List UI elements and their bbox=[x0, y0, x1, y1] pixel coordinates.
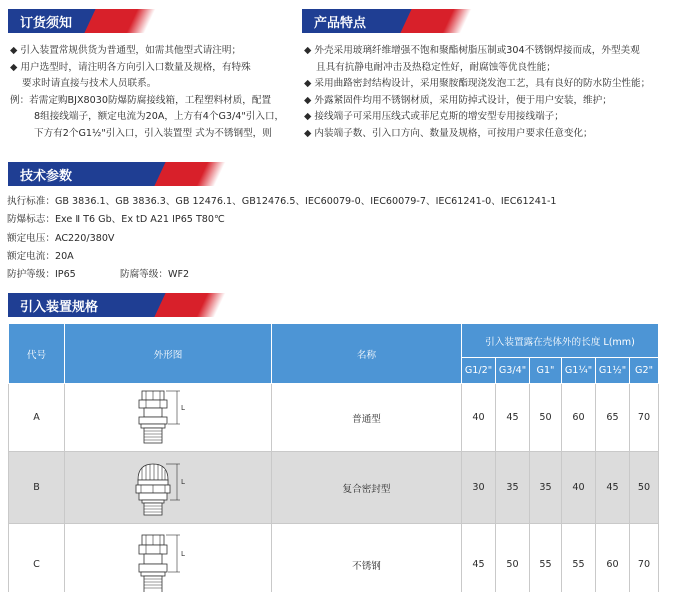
table-row bbox=[9, 452, 659, 524]
order-notes bbox=[10, 43, 300, 142]
row-value: 70 bbox=[630, 524, 659, 592]
row-value: 30 bbox=[462, 452, 496, 524]
header-shape: 外形图 bbox=[65, 324, 272, 384]
order-notes-title: 订货须知 bbox=[8, 9, 98, 33]
row-code: B bbox=[9, 452, 65, 524]
compound-seal-gland-drawing bbox=[128, 458, 208, 518]
row-value: 40 bbox=[562, 452, 596, 524]
row-code: A bbox=[9, 384, 65, 452]
order-note-line: ◆ 引入装置常规供货为普通型，如需其他型式请注明； bbox=[10, 45, 242, 56]
header-accent bbox=[84, 9, 155, 33]
header-size: G3/4" bbox=[496, 358, 530, 384]
order-note-line: 下方有2个G1½"引入口，引入装置型 式为不锈钢型，则 bbox=[34, 127, 272, 139]
row-value: 65 bbox=[596, 384, 630, 452]
features-list bbox=[304, 43, 682, 142]
feature-line: ◆ 外壳采用玻璃纤维增强不饱和聚酯树脂压制或304不锈钢焊接而成，外型美观 bbox=[304, 45, 640, 56]
row-value: 40 bbox=[462, 384, 496, 452]
header-size: G1" bbox=[530, 358, 562, 384]
header-name: 名称 bbox=[272, 324, 462, 384]
header-code: 代号 bbox=[9, 324, 65, 384]
row-value: 45 bbox=[462, 524, 496, 592]
features-title: 产品特点 bbox=[302, 9, 414, 33]
shape-drawing-cell bbox=[65, 524, 272, 592]
standard-line: 执行标准：GB 3836.1、GB 3836.3、GB 12476.1、GB12476.5、IEC60079-0、IEC60079-7、IEC61241-0、IEC61241-1 bbox=[7, 196, 557, 207]
header-size: G1¼" bbox=[562, 358, 596, 384]
row-value: 50 bbox=[496, 524, 530, 592]
shape-drawing-cell bbox=[65, 384, 272, 452]
row-value: 35 bbox=[496, 452, 530, 524]
row-value: 55 bbox=[530, 524, 562, 592]
order-note-line: 8组接线端子，额定电流为20A，上方有4个G3/4"引入口， bbox=[34, 111, 285, 122]
grade-line bbox=[7, 266, 557, 284]
header-length: 引入装置露在壳体外的长度 L(mm) bbox=[462, 324, 659, 358]
header-size: G2" bbox=[630, 358, 659, 384]
tech-params bbox=[7, 193, 557, 284]
row-code: C bbox=[9, 524, 65, 592]
row-value: 50 bbox=[630, 452, 659, 524]
feature-line: ◆ 采用曲路密封结构设计，采用聚胺酯现浇发泡工艺，具有良好的防水防尘性能； bbox=[304, 78, 651, 89]
row-value: 70 bbox=[630, 384, 659, 452]
order-note-line: 例：若需定购BJX8030防爆防腐接线箱，工程塑料材质，配置 bbox=[10, 94, 272, 106]
row-value: 45 bbox=[496, 384, 530, 452]
table-row bbox=[9, 524, 659, 592]
spec-header bbox=[8, 293, 220, 317]
corrosion-grade: 防腐等级：WF2 bbox=[120, 269, 190, 281]
row-value: 60 bbox=[562, 384, 596, 452]
row-value: 60 bbox=[596, 524, 630, 592]
voltage-line: 额定电压：AC220/380V bbox=[7, 232, 115, 244]
row-value: 50 bbox=[530, 384, 562, 452]
row-value: 35 bbox=[530, 452, 562, 524]
feature-line: ◆ 接线端子可采用压线式或菲尼克斯的增安型专用接线端子； bbox=[304, 111, 564, 122]
dimension-label: L bbox=[181, 477, 185, 486]
shape-drawing-cell bbox=[65, 452, 272, 524]
header-accent bbox=[154, 293, 225, 317]
row-name: 不锈钢 bbox=[272, 524, 462, 592]
spec-title: 引入装置规格 bbox=[8, 293, 168, 317]
feature-line: ◆ 外露紧固件均用不锈钢材质，采用防掉式设计，便于用户安装，维护； bbox=[304, 94, 612, 106]
table-row bbox=[9, 384, 659, 452]
ex-mark-line: 防爆标志：Exe Ⅱ T6 Gb、Ex tD A21 IP65 T80℃ bbox=[7, 214, 225, 226]
header-accent bbox=[400, 9, 471, 33]
row-value: 45 bbox=[596, 452, 630, 524]
current-line: 额定电流：20A bbox=[7, 250, 74, 262]
tech-params-title: 技术参数 bbox=[8, 162, 168, 186]
stainless-gland-drawing bbox=[128, 532, 208, 592]
feature-line: 且具有抗静电耐冲击及热稳定性好，耐腐蚀等优良性能； bbox=[316, 61, 556, 73]
order-note-line: ◆ 用户选型时，请注明各方向引入口数量及规格，有特殊 bbox=[10, 61, 251, 73]
header-size: G1½" bbox=[596, 358, 630, 384]
row-name: 普通型 bbox=[272, 384, 462, 452]
features-header bbox=[302, 9, 466, 33]
header-accent bbox=[154, 162, 225, 186]
dimension-label: L bbox=[181, 403, 185, 412]
standard-gland-drawing bbox=[128, 388, 208, 448]
feature-line: ◆ 内装端子数、引入口方向、数量及规格，可按用户要求任意变化； bbox=[304, 127, 593, 139]
order-note-line: 要求时请直接与技术人员联系。 bbox=[22, 78, 157, 89]
header-size: G1/2" bbox=[462, 358, 496, 384]
row-name: 复合密封型 bbox=[272, 452, 462, 524]
order-notes-header bbox=[8, 9, 150, 33]
tech-params-header bbox=[8, 162, 220, 186]
row-value: 55 bbox=[562, 524, 596, 592]
spec-table bbox=[8, 323, 659, 592]
dimension-label: L bbox=[181, 549, 185, 558]
ip-grade: 防护等级：IP65 bbox=[7, 269, 76, 281]
